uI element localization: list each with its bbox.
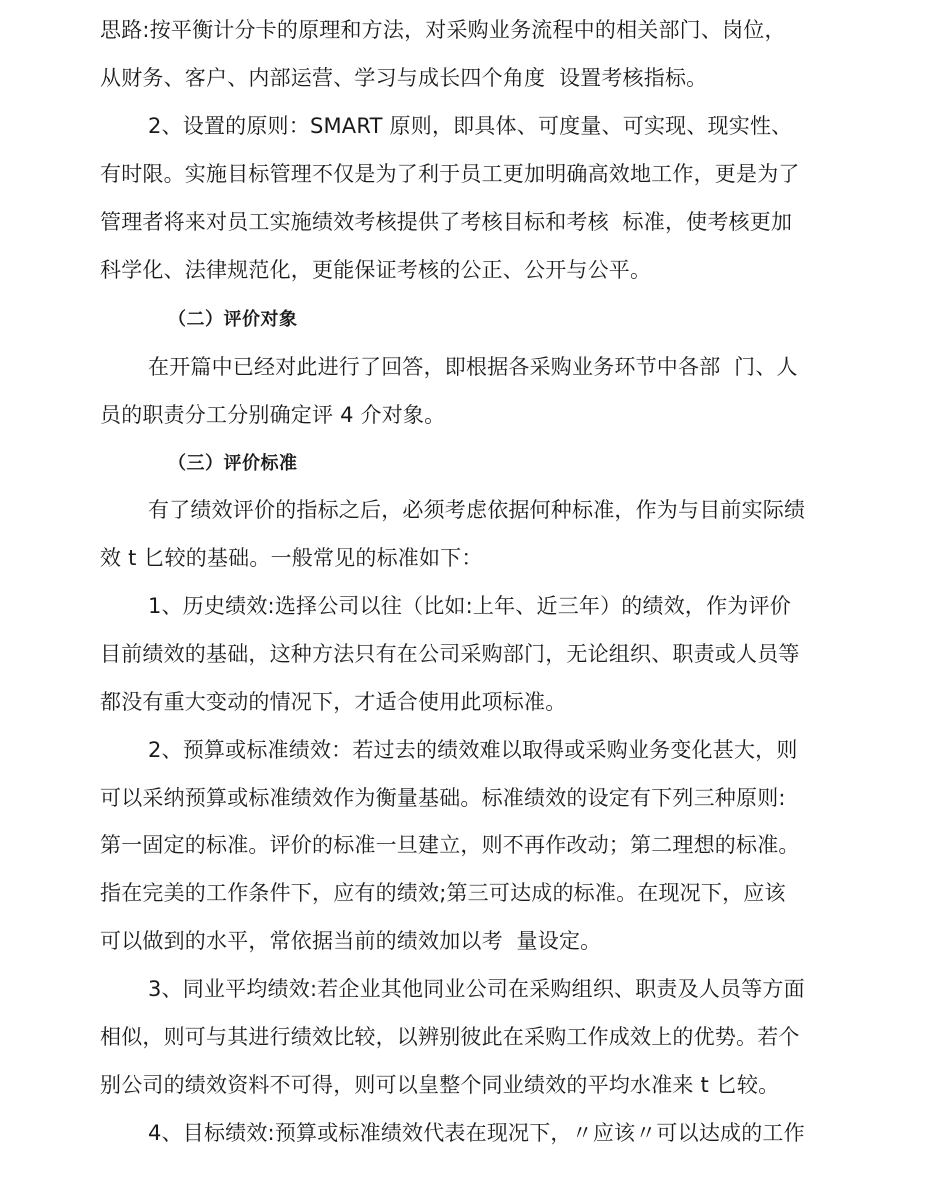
paragraph-line: 2、设置的原则：SMART 原则，即具体、可度量、可实现、现实性、 bbox=[148, 114, 793, 138]
section-heading: （三）评价标准 bbox=[168, 453, 298, 474]
paragraph-line: 思路:按平衡计分卡的原理和方法，对采购业务流程中的相关部门、岗位， bbox=[100, 18, 786, 42]
paragraph-line: 相似，则可与其进行绩效比较，以辨别彼此在采购工作成效上的优势。若个 bbox=[100, 1025, 800, 1049]
paragraph-line: 第一固定的标准。评价的标准一旦建立，则不再作改动；第二理想的标准。 bbox=[100, 833, 800, 857]
paragraph-line: 有了绩效评价的指标之后，必须考虑依据何种标准，作为与目前实际绩 bbox=[148, 498, 806, 522]
paragraph-line: 有时限。实施目标管理不仅是为了利于员工更加明确高效地工作，更是为了 bbox=[100, 162, 800, 186]
paragraph-line: 可以做到的水平，常依据当前的绩效加以考 量设定。 bbox=[100, 929, 602, 953]
paragraph-line: 2、预算或标准绩效：若过去的绩效难以取得或采购业务变化甚大，则 bbox=[148, 738, 798, 762]
paragraph-line: 4、目标绩效:预算或标准绩效代表在现况下，〃应该〃可以达成的工作 bbox=[148, 1121, 805, 1145]
paragraph-line: 管理者将来对员工实施绩效考核提供了考核目标和考核 标准，使考核更加 bbox=[100, 210, 793, 234]
paragraph-line: 目前绩效的基础，这种方法只有在公司采购部门，无论组织、职责或人员等 bbox=[100, 642, 800, 666]
paragraph-line: 3、同业平均绩效:若企业其他同业公司在采购组织、职责及人员等方面 bbox=[148, 977, 805, 1001]
section-heading: （二）评价对象 bbox=[168, 309, 298, 330]
paragraph-line: 在开篇中已经对此进行了回答，即根据各采购业务环节中各部 门、人 bbox=[148, 355, 798, 379]
paragraph-line: 别公司的绩效资料不可得，则可以皇整个同业绩效的平均水准来 t 匕较。 bbox=[100, 1073, 780, 1097]
paragraph-line: 指在完美的工作条件下，应有的绩效;第三可达成的标准。在现况下，应该 bbox=[100, 881, 786, 905]
paragraph-line: 可以采纳预算或标准绩效作为衡量基础。标准绩效的设定有下列三种原则: bbox=[100, 786, 786, 810]
paragraph-line: 科学化、法律规范化，更能保证考核的公正、公开与公平。 bbox=[100, 258, 652, 282]
paragraph-line: 都没有重大变动的情况下，才适合使用此项标准。 bbox=[100, 690, 567, 714]
paragraph-line: 从财务、客户、内部运营、学习与成长四个角度 设置考核指标。 bbox=[100, 66, 708, 90]
paragraph-line: 员的职责分工分别确定评 4 介对象。 bbox=[100, 403, 446, 427]
paragraph-line: 效 t 匕较的基础。一般常见的标准如下： bbox=[100, 546, 483, 570]
paragraph-line: 1、历史绩效:选择公司以往（比如:上年、近三年）的绩效，作为评价 bbox=[148, 594, 791, 618]
